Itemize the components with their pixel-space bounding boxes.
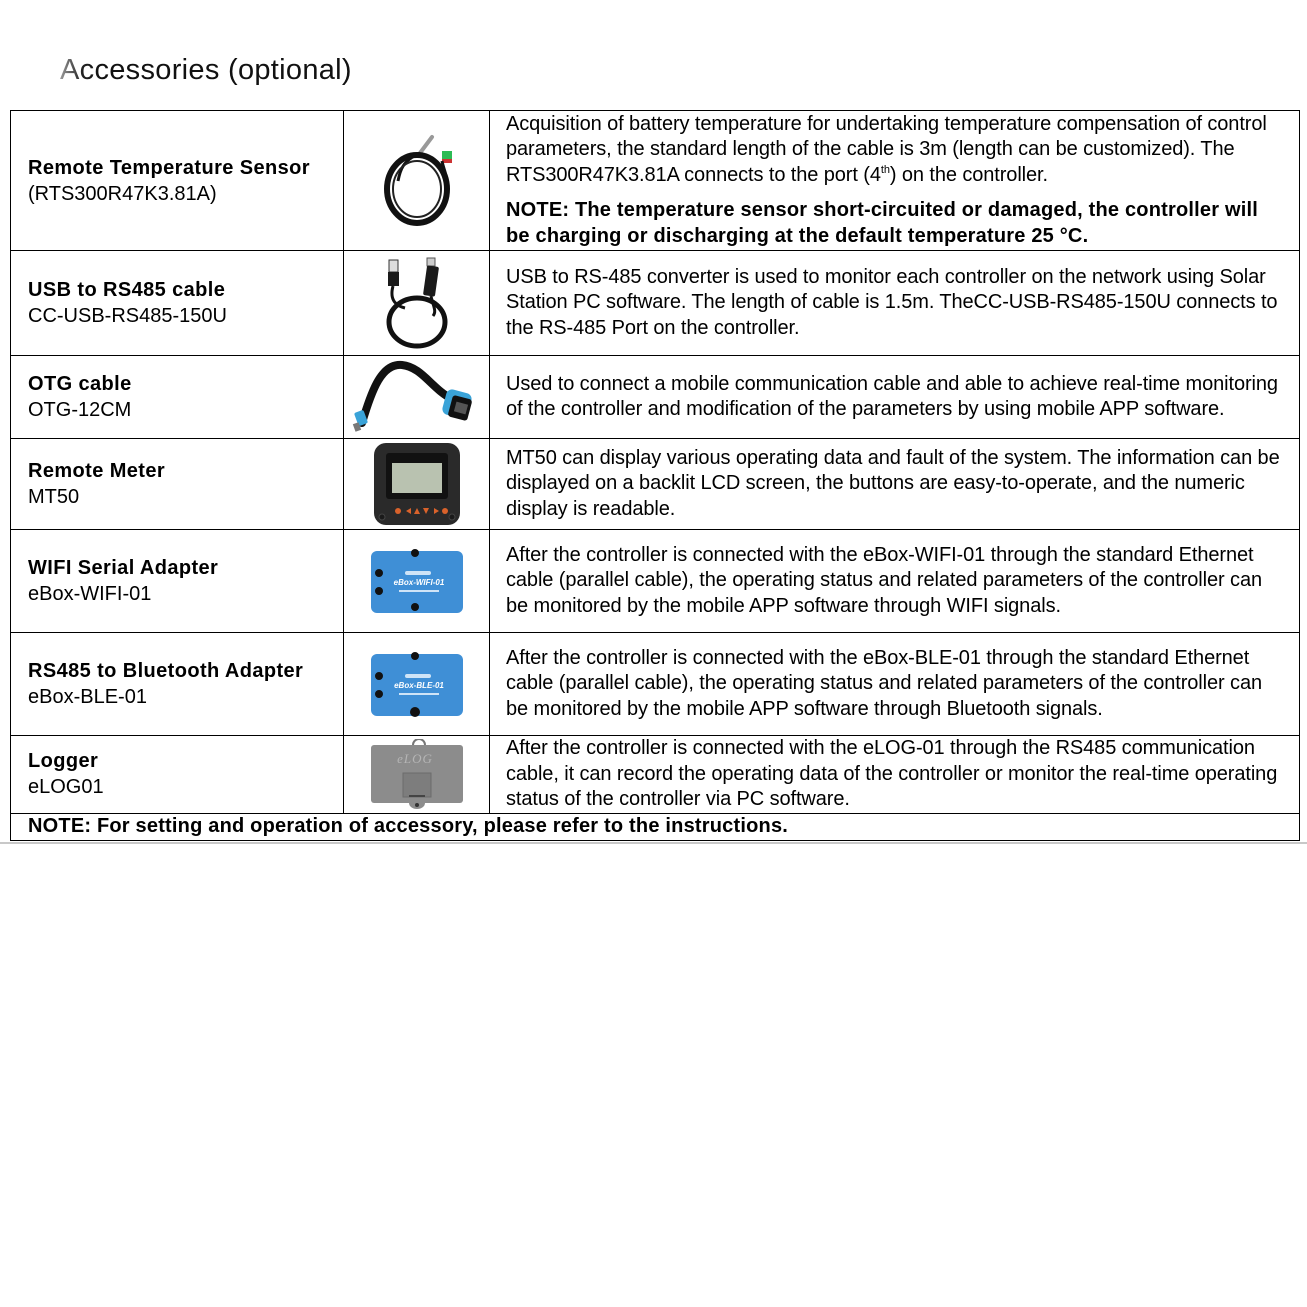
table-row <box>11 633 1300 736</box>
description-text-end: ) on the controller. <box>889 163 1048 186</box>
accessory-description-cell <box>490 356 1300 439</box>
accessory-name-cell <box>11 439 344 530</box>
accessory-description-cell <box>490 111 1300 251</box>
accessory-image-cell <box>344 736 490 814</box>
accessory-image-cell <box>344 111 490 251</box>
accessories-table <box>10 110 1300 841</box>
accessory-name-cell <box>11 251 344 356</box>
accessory-name: USB to RS485 cable <box>28 279 226 301</box>
accessory-name-cell <box>11 736 344 814</box>
accessory-name: Logger <box>28 750 99 773</box>
table-row <box>11 736 1300 814</box>
accessory-model: OTG-12CM <box>28 399 132 421</box>
accessory-name-cell <box>11 111 344 251</box>
accessory-description: After the controller is connected with the eBox-BLE-01 through the standard Ethernet cable (parallel cable), the operating status and related parameters of the controller can be monitored by the mobile APP software through Bluetooth signals. <box>506 646 1262 720</box>
table-row <box>11 439 1300 530</box>
accessory-model: (RTS300R47K3.81A) <box>28 182 217 205</box>
accessory-model: eBox-BLE-01 <box>28 686 147 708</box>
accessory-name-cell <box>11 530 344 633</box>
otg-cable-icon <box>352 359 482 435</box>
accessory-description: USB to RS-485 converter is used to monitor each controller on the network using Solar Station PC software. The length of cable is 1.5m. TheCC-USB-RS485-150U connects to the RS-485 Port on the controller. <box>506 265 1278 339</box>
bluetooth-adapter-icon <box>369 648 465 720</box>
accessory-image-cell <box>344 439 490 530</box>
accessory-image-cell <box>344 251 490 356</box>
accessory-model: eLOG01 <box>28 776 104 799</box>
table-row <box>11 111 1300 251</box>
temperature-sensor-cable-icon <box>372 131 462 231</box>
accessory-description-cell <box>490 439 1300 530</box>
accessory-description: After the controller is connected with the eLOG-01 through the RS485 communication cable, it can record the operating data of the controller or monitor the real-time operating status of the controller via PC software. <box>506 737 1278 810</box>
accessory-description-cell <box>490 530 1300 633</box>
accessory-note: NOTE: The temperature sensor short-circuited or damaged, the controller will be charging or discharging at the default temperature 25 °C. <box>506 199 1259 248</box>
page-title: Accessories (optional) <box>60 54 352 86</box>
accessory-name: Remote Temperature Sensor <box>28 156 310 179</box>
superscript: th <box>880 163 890 176</box>
accessory-description: After the controller is connected with the eBox-WIFI-01 through the standard Ethernet cable (parallel cable), the operating status and related parameters of the controller can be monitored by the mobile APP software through WIFI signals. <box>506 543 1262 617</box>
accessory-description: Used to connect a mobile communication cable and able to achieve real-time monitoring of the controller and modification of the parameters by using mobile APP software. <box>506 372 1278 420</box>
usb-rs485-cable-icon <box>377 256 457 351</box>
page-divider <box>0 842 1307 844</box>
table-row <box>11 251 1300 356</box>
accessory-name: RS485 to Bluetooth Adapter <box>28 660 304 682</box>
device-label: eBox-BLE-01 <box>393 681 444 690</box>
accessory-description-cell <box>490 633 1300 736</box>
accessory-model: eBox-WIFI-01 <box>28 583 152 605</box>
accessory-model: CC-USB-RS485-150U <box>28 305 227 327</box>
accessory-name: Remote Meter <box>28 460 166 482</box>
table-row <box>11 530 1300 633</box>
footer-note: NOTE: For setting and operation of accessory, please refer to the instructions. <box>11 813 1300 840</box>
accessory-description-cell <box>490 251 1300 356</box>
wifi-adapter-icon <box>369 545 465 617</box>
device-label: eBox-WIFI-01 <box>393 578 444 587</box>
accessory-description <box>506 112 1285 189</box>
accessory-name-cell <box>11 356 344 439</box>
accessory-image-cell <box>344 530 490 633</box>
accessory-description-cell <box>490 736 1300 814</box>
accessory-name-cell <box>11 633 344 736</box>
remote-meter-icon <box>372 441 462 527</box>
device-label: eLOG <box>396 751 433 767</box>
logger-icon <box>369 739 465 809</box>
accessory-model: MT50 <box>28 486 80 508</box>
accessory-image-cell <box>344 633 490 736</box>
accessory-name: WIFI Serial Adapter <box>28 557 219 579</box>
accessory-image-cell <box>344 356 490 439</box>
accessory-description: MT50 can display various operating data and fault of the system. The information can be displayed on a backlit LCD screen, the buttons are easy-to-operate, and the numeric display is readable. <box>506 446 1280 520</box>
description-text: Acquisition of battery temperature for undertaking temperature compensation of control parameters, the standard length of the cable is 3m (length can be customized). The RTS300R47K3.81A connects to the port (4 <box>506 112 1267 186</box>
accessory-name: OTG cable <box>28 373 132 395</box>
table-row <box>11 356 1300 439</box>
footer-note-row <box>11 813 1300 840</box>
